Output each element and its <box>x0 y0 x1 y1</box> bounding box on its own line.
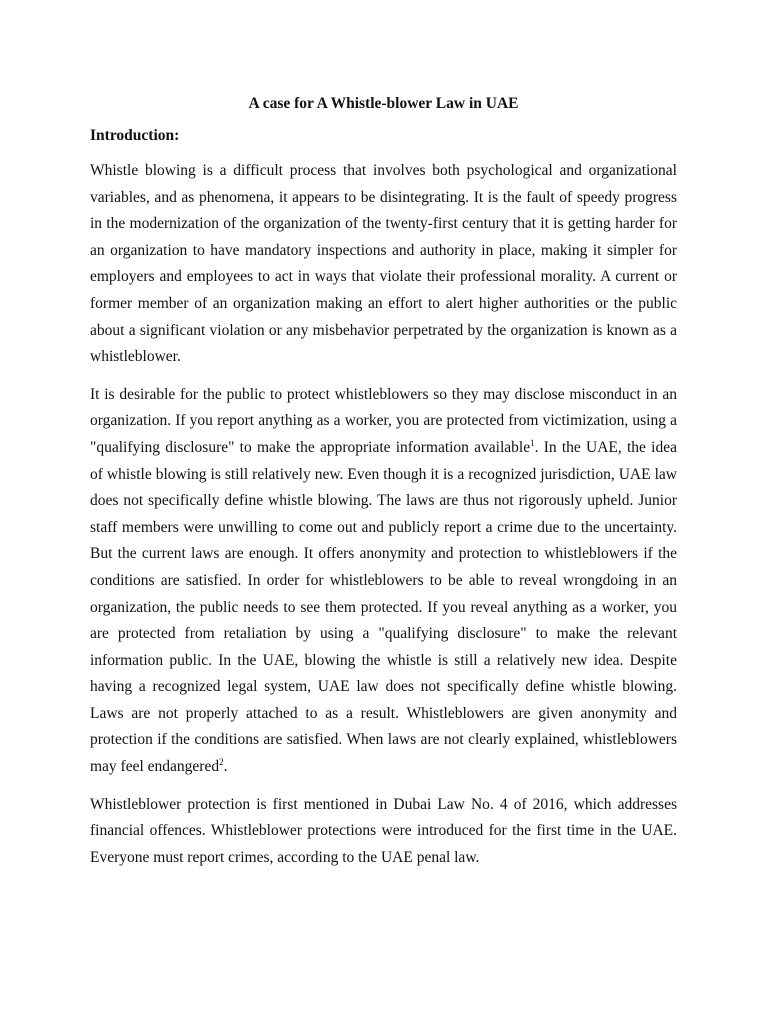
paragraph-2-text-a: It is desirable for the public to protect whistleblowers so they may disclose misconduct in an organization. If you report anything as a worker, you are protected from victimization, using a "qualifying disclosure" to make the appropriate information available <box>90 385 677 456</box>
document-title: A case for A Whistle-blower Law in UAE <box>248 95 519 112</box>
paragraph-1: Whistle blowing is a difficult process that involves both psychological and organizational variables, and as phenomena, it appears to be disintegrating. It is the fault of speedy progress in the modernization of the organization of the twenty-first century that it is getting harder for an organization to have mandatory inspections and authority in place, making it simpler for employers and employees to act in ways that violate their professional morality. A current or former member of an organization making an effort to alert higher authorities or the public about a significant violation or any misbehavior perpetrated by the organization is known as a whistleblower. <box>90 162 677 366</box>
section-heading-introduction: Introduction: <box>90 127 180 144</box>
paragraph-2 <box>90 382 677 781</box>
document-page <box>90 94 677 882</box>
footnote-ref-2[interactable]: 2 <box>219 756 224 767</box>
paragraph-2-text-c: . <box>223 758 228 776</box>
footnote-ref-1[interactable]: 1 <box>530 437 535 448</box>
paragraph-2-text-b: . In the UAE, the idea of whistle blowing is still relatively new. Even though it is a recognized jurisdiction, UAE law does not specifically define whistle blowing. The laws are thus not rigorously upheld. Junior staff members were unwilling to come out and publicly report a crime due to the uncertainty. But the current laws are enough. It offers anonymity and protection to whistleblowers if the conditions are satisfied. In order for whistleblowers to be able to reveal wrongdoing in an organization, the public needs to see them protected. If you reveal anything as a worker, you are protected from retaliation by using a "qualifying disclosure" to make the relevant information public. In the UAE, blowing the whistle is still a relatively new idea. Despite having a recognized legal system, UAE law does not specifically define whistle blowing. Laws are not properly attached to as a result. Whistleblowers are given anonymity and protection if the conditions are satisfied. When laws are not clearly explained, whistleblowers may feel endangered <box>90 438 677 776</box>
paragraph-3: Whistleblower protection is first mentioned in Dubai Law No. 4 of 2016, which addresses financial offences. Whistleblower protections were introduced for the first time in the UAE. Everyone must report crimes, according to the UAE penal law. <box>90 795 677 866</box>
